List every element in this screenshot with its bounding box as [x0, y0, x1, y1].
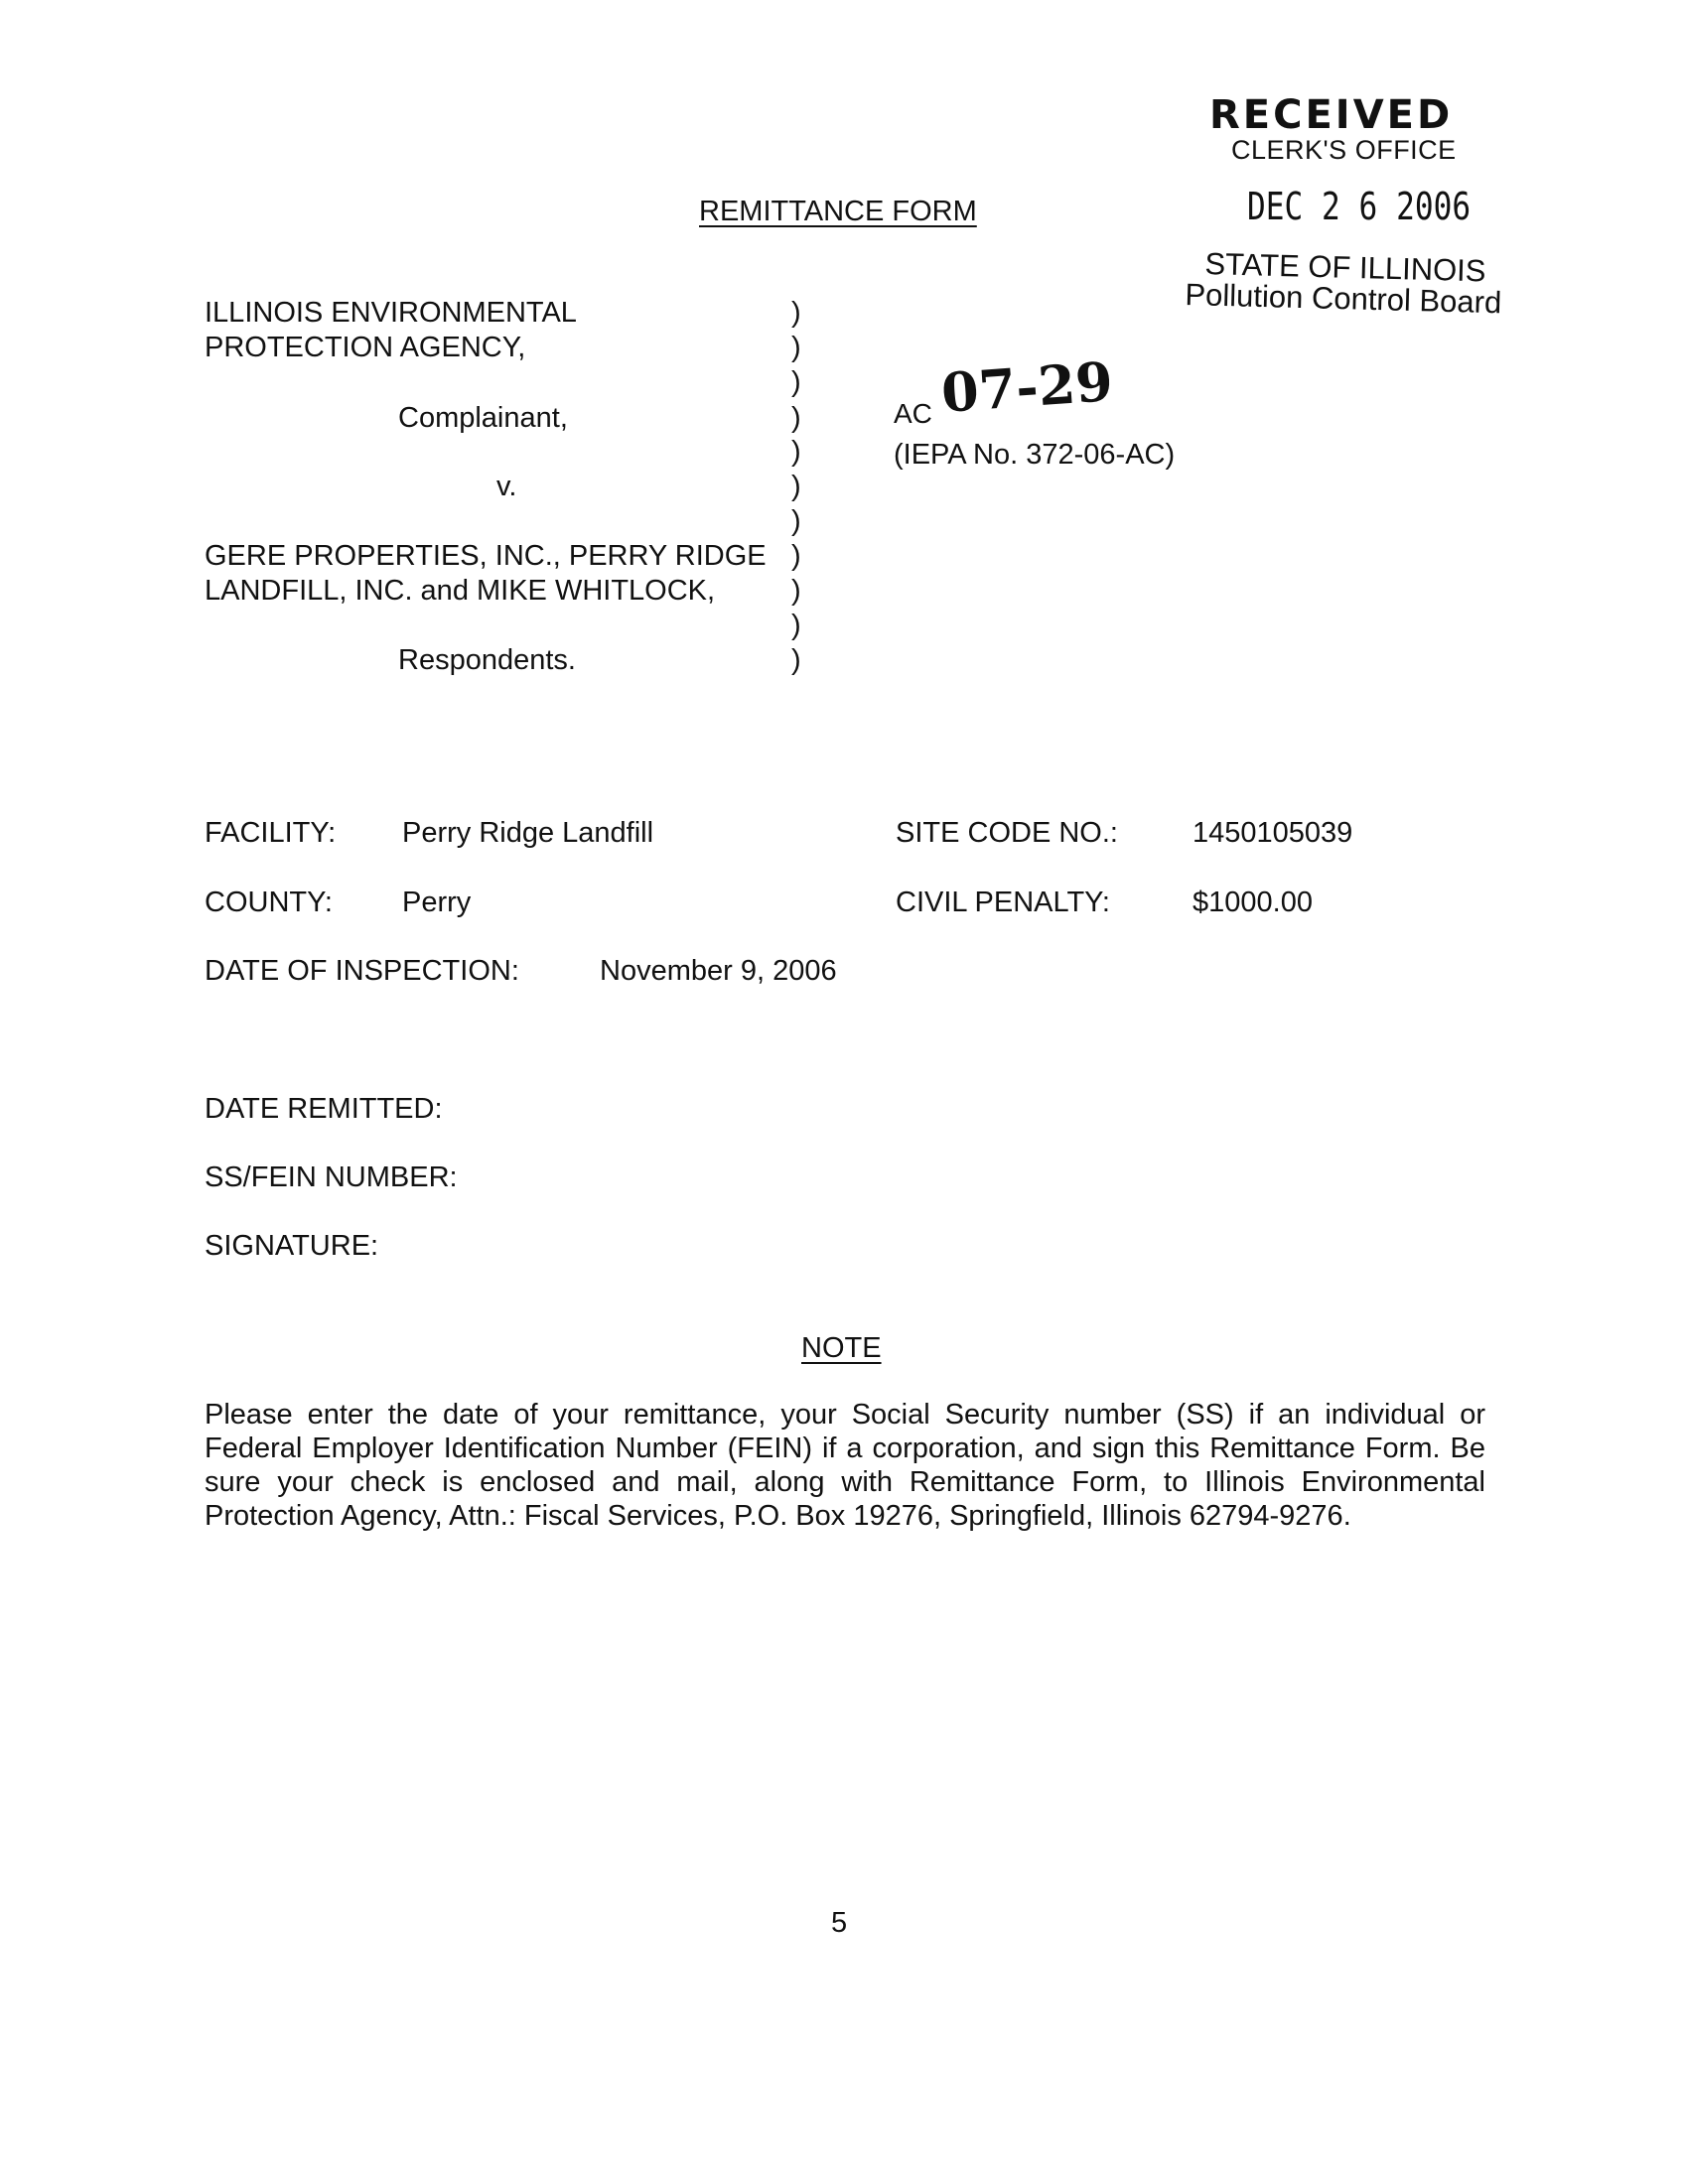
caption-paren: ) — [791, 610, 801, 641]
caption-paren: ) — [791, 644, 801, 676]
civil-penalty-value: $1000.00 — [1193, 887, 1313, 918]
note-body: Please enter the date of your remittance, your Social Security number (SS) if an individual or Federal Employer Identification Number (FEIN) if a corporation, and sign this Remittance Form. Be sure your check is enclosed and mail, along with Remittance Form, to Illinois Environmental Protection Agency, Attn.: Fiscal Services, P.O. Box 19276, Springfield, Illinois 62794-9276. — [205, 1399, 1485, 1532]
caption-paren: ) — [791, 332, 801, 363]
caption-paren: ) — [791, 402, 801, 434]
county-label: COUNTY: — [205, 887, 333, 918]
civil-penalty-label: CIVIL PENALTY: — [896, 887, 1110, 918]
facility-label: FACILITY: — [205, 817, 337, 849]
complainant-name-line1: ILLINOIS ENVIRONMENTAL — [205, 297, 577, 329]
case-prefix: AC — [894, 398, 932, 429]
inspection-date-label: DATE OF INSPECTION: — [205, 955, 519, 987]
caption-paren: ) — [791, 471, 801, 502]
date-remitted-label: DATE REMITTED: — [205, 1093, 443, 1125]
stamp-date: DEC 2 6 2006 — [1247, 185, 1472, 228]
caption-paren: ) — [791, 505, 801, 537]
complainant-role: Complainant, — [398, 402, 568, 434]
case-number-handwritten: 07-29 — [939, 348, 1115, 425]
complainant-name-line2: PROTECTION AGENCY, — [205, 332, 526, 363]
caption-paren: ) — [791, 366, 801, 398]
stamp-board: Pollution Control Board — [1185, 276, 1502, 321]
stamp-received: RECEIVED — [1209, 92, 1454, 138]
versus: v. — [496, 471, 517, 502]
facility-value: Perry Ridge Landfill — [402, 817, 654, 849]
page-number: 5 — [831, 1907, 848, 1939]
caption-paren: ) — [791, 540, 801, 572]
note-heading: NOTE — [801, 1332, 882, 1364]
stamp-state: STATE OF ILLINOIS — [1204, 245, 1486, 289]
caption-paren: ) — [791, 436, 801, 468]
iepa-number: (IEPA No. 372-06-AC) — [894, 439, 1176, 471]
respondent-name-line2: LANDFILL, INC. and MIKE WHITLOCK, — [205, 575, 716, 607]
county-value: Perry — [402, 887, 472, 918]
site-code-label: SITE CODE NO.: — [896, 817, 1118, 849]
ss-fein-label: SS/FEIN NUMBER: — [205, 1161, 458, 1193]
form-title: REMITTANCE FORM — [699, 196, 977, 227]
stamp-clerks-office: CLERK'S OFFICE — [1231, 135, 1457, 165]
signature-label: SIGNATURE: — [205, 1230, 379, 1262]
caption-paren: ) — [791, 297, 801, 329]
site-code-value: 1450105039 — [1193, 817, 1353, 849]
respondent-name-line1: GERE PROPERTIES, INC., PERRY RIDGE — [205, 540, 767, 572]
caption-paren: ) — [791, 575, 801, 607]
respondent-role: Respondents. — [398, 644, 576, 676]
inspection-date-value: November 9, 2006 — [600, 955, 837, 987]
